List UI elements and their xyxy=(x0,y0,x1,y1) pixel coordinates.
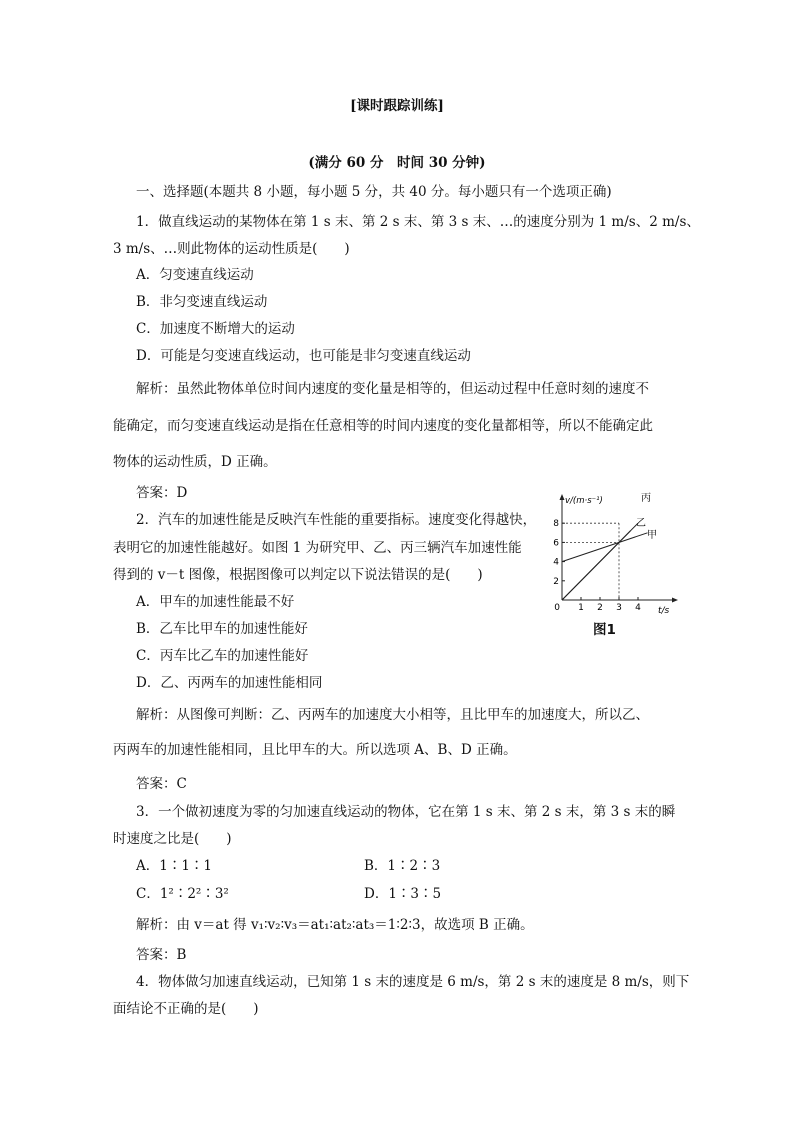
q2-option-c: C．丙车比乙车的加速性能好 xyxy=(136,648,309,664)
q1-analysis-line3: 物体的运动性质，D 正确。 xyxy=(113,454,277,470)
q3-analysis: 解析：由 v＝at 得 v₁∶v₂∶v₃＝at₁∶at₂∶at₃＝1∶2∶3，故选项 B 正确。 xyxy=(136,917,534,933)
q2-stem-line1: 2．汽车的加速性能是反映汽车性能的重要指标。速度变化得越快， xyxy=(136,512,537,528)
page-subtitle: (满分 60 分 时间 30 分钟) xyxy=(308,155,486,171)
q1-option-d: D．可能是匀变速直线运动，也可能是非匀变速直线运动 xyxy=(136,348,471,364)
y-tick-label-6: 6 xyxy=(553,538,559,549)
series-label-bing: 丙 xyxy=(641,493,651,504)
series-line-yi xyxy=(562,531,630,600)
q1-stem-line2: 3 m/s、…则此物体的运动性质是( ) xyxy=(113,241,350,257)
q2-analysis-line2: 丙两车的加速性能相同，且比甲车的大。所以选项 A、B、D 正确。 xyxy=(113,742,517,758)
velocity-time-graph xyxy=(548,490,688,640)
q2-option-a: A．甲车的加速性能最不好 xyxy=(136,594,295,610)
x-tick-label-3: 3 xyxy=(616,603,622,613)
q1-answer: 答案：D xyxy=(136,485,188,501)
q3-stem-line1: 3．一个做初速度为零的匀加速直线运动的物体，它在第 1 s 末、第 2 s 末，第 3 s 末的瞬 xyxy=(136,804,676,820)
figure-caption: 图1 xyxy=(593,622,616,638)
x-axis-label: t/s xyxy=(658,606,670,616)
x-tick-label-2: 2 xyxy=(597,603,603,613)
y-axis-arrow xyxy=(560,494,565,500)
q3-option-d: D．1∶3∶5 xyxy=(364,886,442,902)
x-tick-label-1: 1 xyxy=(578,603,584,613)
q1-option-b: B．非匀变速直线运动 xyxy=(136,294,268,310)
x-tick-label-4: 4 xyxy=(635,603,641,613)
q2-stem-line3: 得到的 v－t 图像，根据图像可以判定以下说法错误的是( ) xyxy=(113,567,483,583)
q4-stem-line1: 4．物体做匀加速直线运动，已知第 1 s 末的速度是 6 m/s，第 2 s 末的速度是 8 m/s，则下 xyxy=(136,974,690,990)
q1-stem-line1: 1．做直线运动的某物体在第 1 s 末、第 2 s 末、第 3 s 末、…的速度分别为 1 m/s、2 m/s、 xyxy=(136,214,700,230)
q2-stem-line2: 表明它的加速性能越好。如图 1 为研究甲、乙、丙三辆汽车加速性能 xyxy=(113,540,522,556)
series-label-jia: 甲 xyxy=(647,530,657,541)
q2-analysis-line1: 解析：从图像可判断：乙、丙两车的加速度大小相等，且比甲车的加速度大，所以乙、 xyxy=(136,707,649,723)
q1-analysis-line1: 解析：虽然此物体单位时间内速度的变化量是相等的，但运动过程中任意时刻的速度不 xyxy=(136,381,649,397)
origin-label: 0 xyxy=(554,603,560,613)
section-heading: 一、选择题(本题共 8 小题，每小题 5 分，共 40 分。每小题只有一个选项正确) xyxy=(136,184,612,200)
y-tick-label-8: 8 xyxy=(553,519,559,530)
q2-answer: 答案：C xyxy=(136,776,187,792)
y-tick-label-2: 2 xyxy=(553,576,559,587)
x-axis-arrow xyxy=(672,598,678,603)
q3-option-c: C．1²∶2²∶3² xyxy=(136,886,229,902)
q1-option-a: A．匀变速直线运动 xyxy=(136,267,254,283)
q3-option-a: A．1∶1∶1 xyxy=(136,858,213,874)
q4-stem-line2: 面结论不正确的是( ) xyxy=(113,1001,259,1017)
series-label-yi: 乙 xyxy=(636,518,646,529)
page-title: [课时跟踪训练] xyxy=(350,98,444,114)
q3-answer: 答案：B xyxy=(136,947,187,963)
y-axis-label: v/(m·s⁻¹) xyxy=(565,496,603,506)
q1-option-c: C．加速度不断增大的运动 xyxy=(136,321,295,337)
y-tick-label-4: 4 xyxy=(553,557,559,568)
q3-stem-line2: 时速度之比是( ) xyxy=(113,831,232,847)
q2-option-d: D．乙、丙两车的加速性能相同 xyxy=(136,675,323,691)
q1-analysis-line2: 能确定，而匀变速直线运动是指在任意相等的时间内速度的变化量都相等，所以不能确定此 xyxy=(113,418,653,434)
q3-option-b: B．1∶2∶3 xyxy=(364,858,441,874)
q2-option-b: B．乙车比甲车的加速性能好 xyxy=(136,621,308,637)
